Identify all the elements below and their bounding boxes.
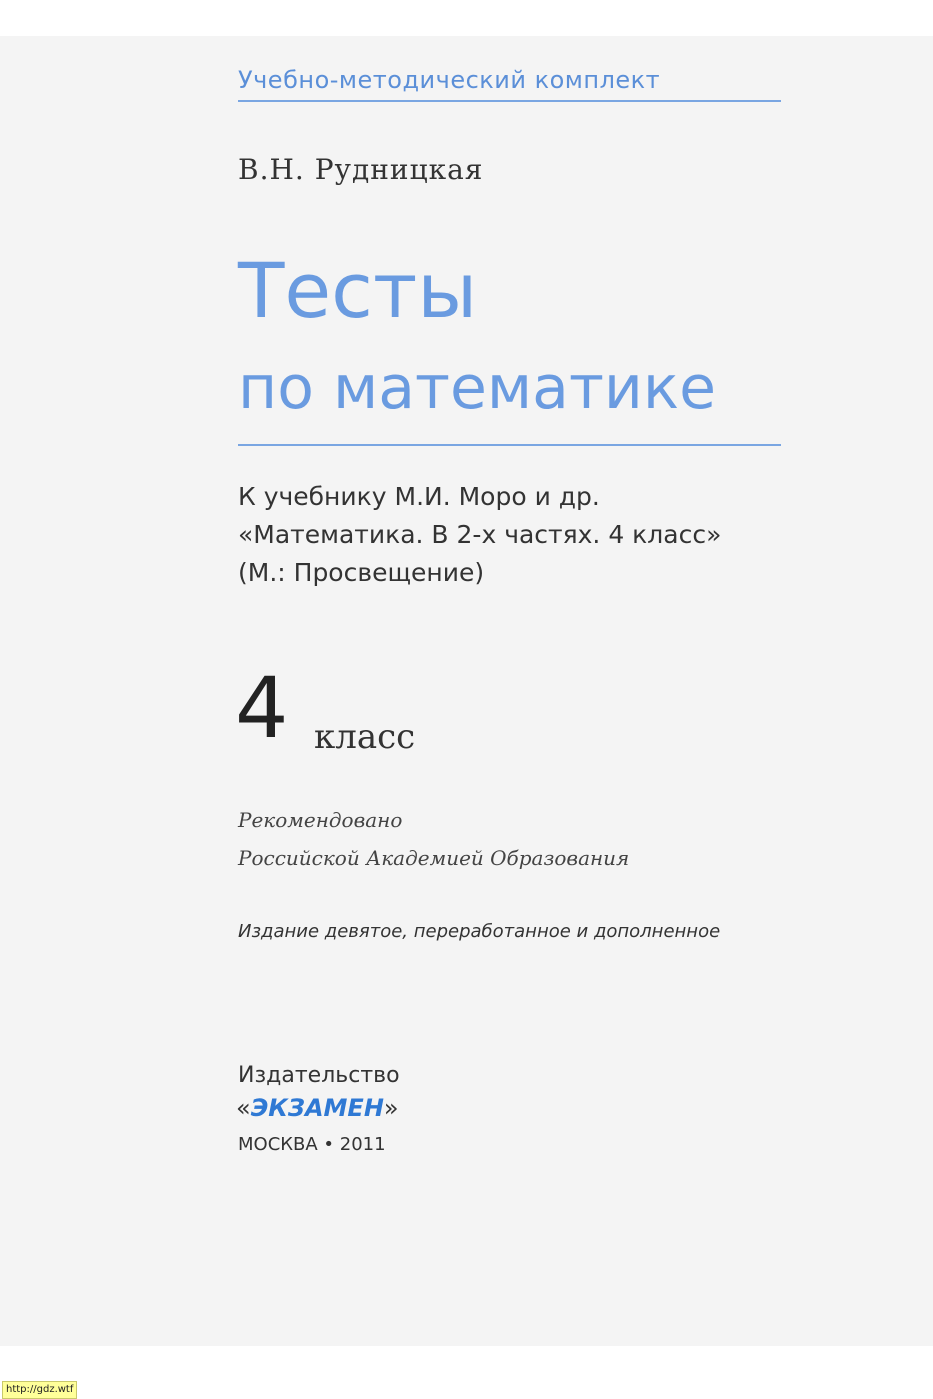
watermark-link[interactable]: http://gdz.wtf: [2, 1381, 77, 1399]
series-heading: Учебно-методический комплект: [238, 66, 661, 94]
subtitle-line-1: К учебнику М.И. Моро и др.: [238, 482, 600, 511]
grade-label: класс: [314, 717, 416, 757]
title-divider: [238, 444, 781, 446]
publisher-close-quote: »: [383, 1094, 399, 1122]
recommendation-line-1: Рекомендовано: [238, 808, 403, 832]
subtitle-line-3: (М.: Просвещение): [238, 558, 485, 587]
author-name: В.Н. Рудницкая: [238, 153, 484, 186]
publisher-open-quote: «: [236, 1094, 251, 1122]
book-title-line-2: по математике: [238, 353, 717, 423]
book-title-line-1: Тесты: [238, 246, 478, 335]
grade-number: 4: [235, 659, 289, 757]
subtitle-line-2: «Математика. В 2-х частях. 4 класс»: [238, 520, 722, 549]
publisher-brand: ЭКЗАМЕН: [250, 1094, 384, 1122]
edition-note: Издание девятое, переработанное и дополненное: [238, 921, 721, 942]
top-divider: [238, 100, 781, 102]
city-year: МОСКВА • 2011: [238, 1134, 386, 1155]
publisher-label: Издательство: [238, 1063, 400, 1088]
title-page: [0, 36, 933, 1346]
publisher-name: [236, 1094, 399, 1122]
recommendation-line-2: Российской Академией Образования: [238, 846, 630, 870]
